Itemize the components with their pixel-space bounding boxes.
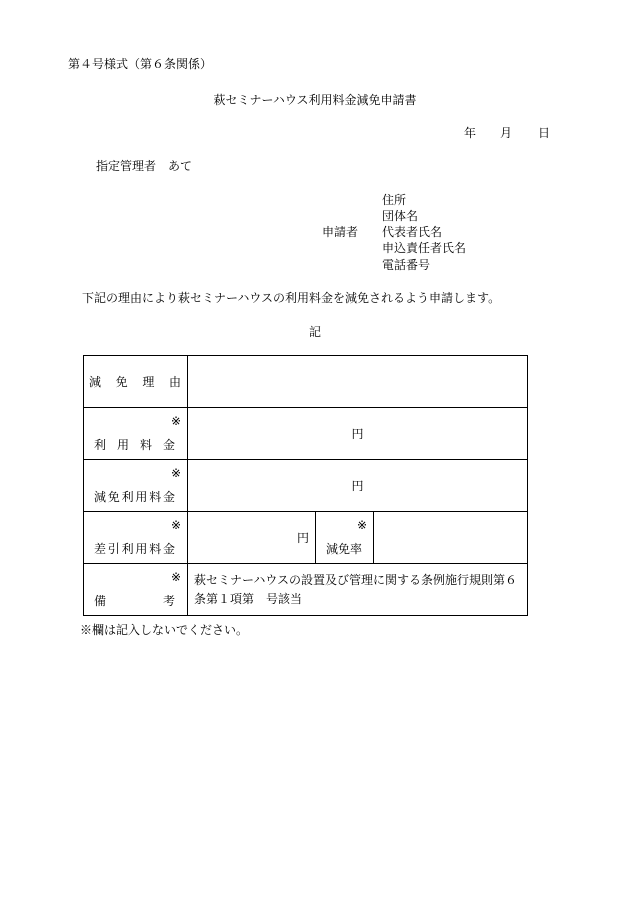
office-use-mark: ※ — [170, 570, 181, 584]
net-fee-label-char: 用 — [135, 542, 148, 556]
fee-label-char: 利 — [94, 438, 107, 452]
yen-unit: 円 — [351, 427, 364, 441]
form-number: 第４号様式（第６条関係） — [68, 57, 213, 71]
applicant-field-phone: 電話番号 — [382, 258, 431, 272]
date-day: 日 — [538, 126, 551, 140]
rate-value-cell[interactable] — [374, 512, 528, 564]
application-statement: 下記の理由により萩セミナーハウスの利用料金を減免されるよう申請します。 — [82, 291, 501, 305]
remarks-label-char: 考 — [162, 594, 175, 608]
discount-label — [84, 460, 188, 512]
net-fee-value-cell[interactable] — [188, 512, 316, 564]
net-fee-label-char: 引 — [107, 542, 120, 556]
fee-label-char: 金 — [162, 438, 175, 452]
discount-value-cell[interactable] — [188, 460, 528, 512]
yen-unit: 円 — [351, 479, 364, 493]
office-use-mark: ※ — [170, 518, 181, 532]
date-month: 月 — [500, 126, 513, 140]
discount-label-char: 用 — [135, 490, 148, 504]
net-fee-label-char: 差 — [94, 542, 107, 556]
reason-label-char: 理 — [142, 375, 155, 389]
applicant-field-address: 住所 — [382, 193, 407, 207]
fee-label — [84, 408, 188, 460]
applicant-field-contact-person: 申込責任者氏名 — [382, 241, 467, 255]
fee-value-cell[interactable] — [188, 408, 528, 460]
footnote: ※欄は記入しないでください。 — [80, 623, 249, 637]
discount-label-char: 料 — [149, 490, 162, 504]
rate-label-char: 減 — [326, 542, 339, 556]
remarks-label — [84, 564, 188, 616]
fee-table — [83, 355, 528, 616]
yen-unit: 円 — [296, 531, 309, 545]
remarks-label-char: 備 — [94, 594, 107, 608]
fee-label-char: 料 — [139, 438, 152, 452]
rate-label-char: 免 — [338, 542, 351, 556]
discount-label-char: 利 — [121, 490, 134, 504]
reason-row — [84, 356, 528, 408]
reason-label — [84, 356, 188, 408]
applicant-field-organization: 団体名 — [382, 209, 419, 223]
net-fee-label-char: 料 — [149, 542, 162, 556]
office-use-mark: ※ — [356, 518, 367, 532]
applicant-label: 申請者 — [322, 225, 359, 239]
fee-label-char: 用 — [116, 438, 129, 452]
office-use-mark: ※ — [170, 466, 181, 480]
ki-heading: 記 — [308, 325, 321, 339]
net-fee-label-char: 利 — [121, 542, 134, 556]
discount-label-char: 減 — [94, 490, 107, 504]
discount-label-char: 金 — [162, 490, 175, 504]
addressee: 指定管理者 あて — [96, 159, 193, 173]
reason-label-char: 免 — [115, 375, 128, 389]
remarks-text: 萩セミナーハウスの設置及び管理に関する条例施行規則第６条第１項第 号該当 — [188, 564, 528, 616]
rate-label — [316, 512, 374, 564]
fee-row — [84, 408, 528, 460]
discount-row — [84, 460, 528, 512]
discount-label-char: 免 — [107, 490, 120, 504]
reason-label-char: 減 — [89, 375, 102, 389]
net-fee-row — [84, 512, 528, 564]
date-year: 年 — [464, 126, 477, 140]
net-fee-label — [84, 512, 188, 564]
net-fee-label-char: 金 — [162, 542, 175, 556]
applicant-field-representative: 代表者氏名 — [382, 225, 443, 239]
reason-label-char: 由 — [168, 375, 181, 389]
office-use-mark: ※ — [170, 414, 181, 428]
rate-label-char: 率 — [350, 542, 363, 556]
remarks-row — [84, 564, 528, 616]
reason-value-cell[interactable] — [188, 356, 528, 408]
document-title: 萩セミナーハウス利用料金減免申請書 — [213, 93, 417, 107]
